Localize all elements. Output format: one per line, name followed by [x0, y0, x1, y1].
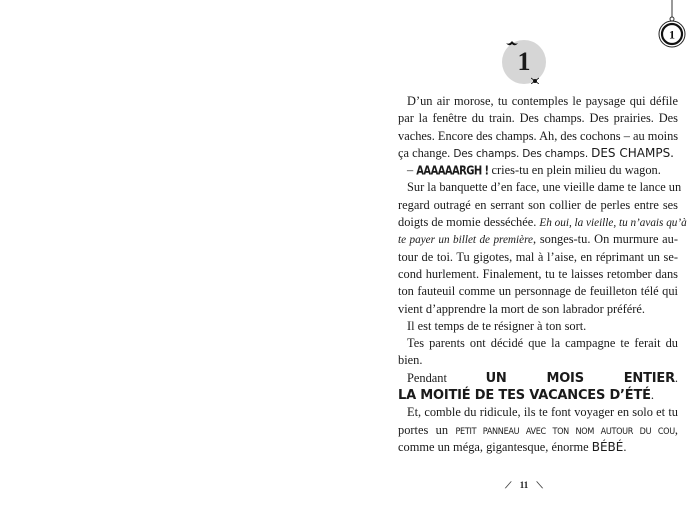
text-run: D’un air morose, tu contemples le paysage qui défile: [407, 94, 678, 108]
text-line: [398, 110, 678, 127]
text-line: [398, 231, 678, 248]
text-line: [398, 162, 678, 179]
styled-text-run: PETIT PANNEAU AVEC TON NOM AUTOUR DU COU: [455, 426, 675, 437]
text-run: Il est temps de te résigner à ton sort.: [407, 318, 587, 333]
text-line: [398, 249, 678, 266]
text-run: vient d’apprendre la mort de son labrador préféré.: [398, 301, 646, 316]
chapter-marker-pendant: [657, 0, 687, 50]
text-line: [398, 335, 678, 352]
text-run: ça change.: [398, 145, 454, 160]
text-line: [398, 93, 678, 110]
text-run: doigts de momie desséchée.: [398, 215, 540, 230]
text-run: cond hurlement. Finalement, tu te laisses retomber dans: [398, 266, 678, 281]
text-line: [398, 439, 678, 456]
text-run: cries-tu en plein milieu du wagon.: [488, 163, 661, 178]
text-line: [398, 145, 678, 162]
text-run: Et, comble du ridicule, ils te font voyager en solo et tu: [407, 405, 678, 420]
text-line: [398, 266, 678, 283]
paragraph: [398, 179, 687, 317]
text-run: Pendant: [407, 370, 486, 385]
text-run: tour de toi. Tu gigotes, mal à l’aise, en réprimant un se-: [398, 249, 678, 264]
paragraph: [398, 93, 678, 162]
paragraph: [398, 370, 678, 405]
text-line: [398, 422, 678, 439]
text-line: [398, 387, 678, 404]
text-line: [398, 318, 678, 335]
chapter-text: [398, 93, 687, 456]
text-run: –: [407, 163, 417, 178]
text-run: .: [650, 388, 654, 403]
styled-text-run: BÉBÉ: [591, 439, 624, 454]
styled-text-run: UN MOIS ENTIER: [485, 370, 675, 386]
styled-text-run: te payer un billet de première: [398, 234, 533, 247]
text-run: portes un: [398, 422, 456, 437]
spider-icon: [531, 77, 539, 84]
page-number: 11: [519, 480, 529, 490]
text-run: regard outragé en serrant son collier de perles entre ses: [398, 197, 678, 212]
text-line: [398, 179, 682, 196]
styled-text-run: Eh oui, la vieille, tu n’avais qu’à: [539, 217, 687, 230]
text-run: Sur la banquette d’en face, une vieille dame te lance un: [407, 180, 682, 195]
text-run: ton fauteuil comme un personnage de feuilleton télé qui: [398, 284, 678, 299]
corner-chapter-number: 1: [669, 27, 675, 42]
styled-text-run: AAAAAARGH !: [416, 165, 489, 179]
text-run: ,: [674, 422, 678, 437]
chapter-number: 1: [517, 47, 531, 76]
text-line: [398, 128, 678, 145]
text-run: .: [674, 370, 678, 385]
text-run: Tes parents ont décidé que la campagne te ferait du: [407, 336, 678, 351]
text-run: .: [623, 439, 627, 454]
text-run: par la fenêtre du train. Des champs. Des prairies. Des: [398, 111, 678, 126]
text-line: [398, 214, 687, 231]
paragraph: [398, 162, 678, 179]
text-run: bien.: [398, 353, 423, 368]
paragraph: [398, 335, 678, 370]
bat-icon: [506, 40, 518, 48]
styled-text-run: Des champs. Des champs.: [453, 147, 592, 160]
text-run: vaches. Encore des champs. Ah, des cochons – au moins: [398, 128, 679, 143]
page-footer: [0, 480, 700, 491]
text-line: [398, 301, 678, 318]
text-run: comme un méga, gigantesque, énorme: [398, 439, 592, 454]
text-line: [398, 283, 678, 300]
bone-icon: ⟋: [505, 480, 512, 490]
text-line: [398, 352, 678, 369]
text-run: , songes-tu. On murmure au-: [533, 232, 678, 247]
text-line: [398, 197, 678, 214]
paragraph: [398, 318, 678, 335]
text-line: [398, 404, 678, 421]
text-line: [398, 370, 678, 387]
paragraph: [398, 404, 678, 456]
styled-text-run: DES CHAMPS.: [591, 145, 674, 160]
bone-icon: ⟍: [536, 480, 543, 490]
styled-text-run: LA MOITIÉ DE TES VACANCES D’ÉTÉ: [398, 388, 651, 404]
